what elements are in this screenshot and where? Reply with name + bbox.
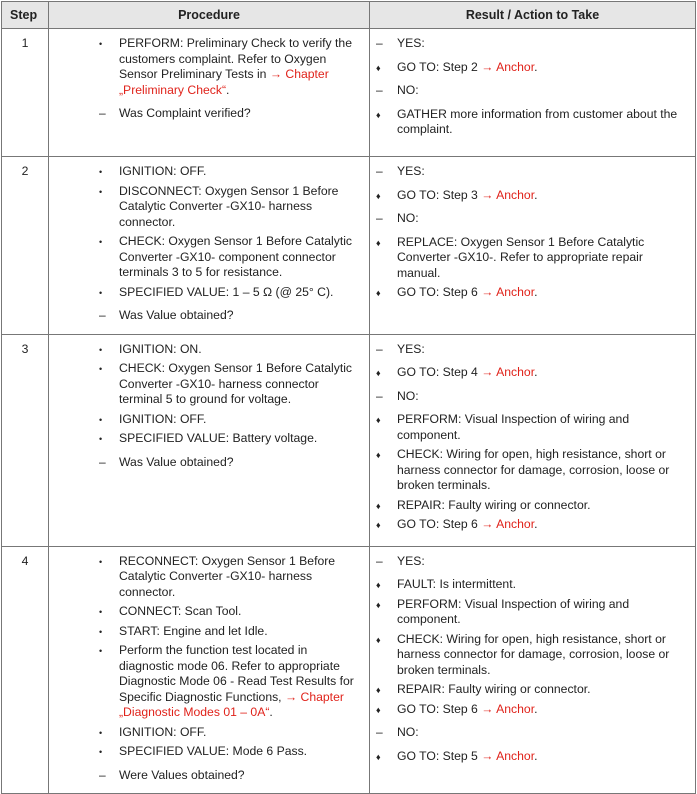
item-text: SPECIFIED VALUE: Mode 6 Pass. [119, 744, 308, 758]
procedure-cell [49, 546, 370, 794]
bullet-icon: • [99, 364, 103, 374]
item-text: PERFORM: Visual Inspection of wiring and component. [397, 596, 630, 626]
result-item [370, 83, 689, 99]
step-number: 3 [2, 334, 49, 546]
header-row [2, 2, 696, 29]
bullet-icon: • [99, 556, 103, 567]
bullet-icon: • [99, 344, 103, 355]
item-text: GO TO: Step 4 [397, 365, 482, 379]
item-text: . [534, 517, 538, 531]
table-row [2, 157, 696, 335]
item-text: YES: [397, 341, 425, 356]
item-text: GO TO: Step 6 [397, 517, 482, 531]
result-item [370, 412, 689, 443]
procedure-item [49, 106, 363, 122]
table-row [2, 546, 696, 794]
bullet-icon: • [99, 39, 103, 49]
result-item [370, 60, 689, 76]
item-text: IGNITION: OFF. [119, 411, 207, 426]
dash-marker: – [376, 553, 383, 568]
item-text: DISCONNECT: Oxygen Sensor 1 Before Catalytic Converter -GX10- harness connector. [119, 183, 339, 229]
bullet-icon: • [99, 186, 103, 197]
item-text: NO: [397, 725, 419, 739]
diamond-bullet-icon: ♦ [376, 685, 381, 695]
header-result: Result / Action to Take [370, 2, 696, 29]
item-text: . [534, 748, 538, 763]
result-list [370, 335, 695, 543]
dash-marker: – [99, 454, 106, 469]
result-item [370, 682, 689, 698]
procedure-item [49, 431, 363, 447]
diamond-bullet-icon: ♦ [376, 500, 381, 511]
bullet-icon: • [99, 414, 103, 425]
procedure-item [49, 361, 363, 408]
dash-marker: – [376, 36, 383, 50]
dash-marker: – [99, 767, 106, 782]
cross-reference-link[interactable]: → Anchor [481, 701, 535, 716]
procedure-item [49, 554, 363, 601]
procedure-list [49, 157, 369, 334]
cross-reference-link[interactable]: → Anchor [481, 517, 535, 531]
bullet-icon: • [99, 167, 103, 177]
item-text: REPAIR: Faulty wiring or connector. [397, 682, 591, 696]
dash-marker: – [376, 341, 383, 356]
result-item [370, 235, 689, 282]
diamond-bullet-icon: ♦ [376, 704, 381, 715]
item-text: GO TO: Step 2 [397, 59, 482, 74]
procedure-cell [49, 157, 370, 335]
item-text: SPECIFIED VALUE: Battery voltage. [119, 431, 318, 445]
result-cell [370, 29, 696, 157]
diamond-bullet-icon: ♦ [376, 634, 381, 645]
diamond-bullet-icon: ♦ [376, 109, 381, 120]
result-item [370, 188, 689, 204]
procedure-item [49, 184, 363, 231]
procedure-item [49, 308, 363, 324]
result-list [370, 157, 695, 311]
diamond-bullet-icon: ♦ [376, 751, 381, 762]
header-step: Step [2, 2, 49, 29]
result-item [370, 725, 689, 741]
bullet-icon: • [99, 747, 103, 757]
bullet-icon: • [99, 237, 103, 247]
step-number: 2 [2, 157, 49, 335]
dash-marker: – [376, 211, 383, 225]
item-text: . [534, 59, 538, 74]
diamond-bullet-icon: ♦ [376, 450, 381, 460]
item-text: Was Value obtained? [119, 454, 234, 469]
table-body [2, 29, 696, 794]
result-item [370, 211, 689, 227]
result-item [370, 285, 689, 301]
procedure-item [49, 285, 363, 301]
item-text: NO: [397, 211, 419, 225]
step-number: 4 [2, 546, 49, 794]
result-item [370, 447, 689, 494]
bullet-icon: • [99, 646, 103, 656]
item-text: . [534, 285, 538, 299]
result-list [370, 547, 695, 775]
item-text: START: Engine and let Idle. [119, 623, 268, 638]
dash-marker: – [376, 388, 383, 403]
item-text: GO TO: Step 6 [397, 285, 482, 299]
procedure-item [49, 768, 363, 784]
procedure-item [49, 36, 363, 98]
item-text: IGNITION: OFF. [119, 164, 207, 178]
bullet-icon: • [99, 287, 103, 298]
result-item [370, 107, 689, 138]
item-text: CHECK: Wiring for open, high resistance, short or harness connector for damage, corrosion, loose or broken terminals. [397, 631, 670, 677]
dash-marker: – [376, 164, 383, 178]
cross-reference-link[interactable]: → Chapter „Diagnostic Modes 01 – 0A“ [119, 689, 344, 719]
item-text: CHECK: Wiring for open, high resistance, short or harness connector for damage, corrosion, loose or broken terminals. [397, 447, 670, 492]
item-text: Perform the function test located in diagnostic mode 06. Refer to appropriate Diagnostic Mode 06 - Read Test Results for Specific Diagnostic Functions, [119, 643, 354, 704]
item-text: SPECIFIED VALUE: 1 – 5 Ω (@ 25° C). [119, 284, 334, 299]
cross-reference-link[interactable]: → Anchor [481, 59, 535, 74]
table-row [2, 29, 696, 157]
result-item [370, 517, 689, 533]
diamond-bullet-icon: ♦ [376, 368, 381, 378]
procedure-item [49, 624, 363, 640]
procedure-list [49, 547, 369, 794]
step-number: 1 [2, 29, 49, 157]
item-text: Were Values obtained? [119, 767, 245, 782]
procedure-item [49, 604, 363, 620]
cross-reference-link[interactable]: → Anchor [481, 285, 535, 299]
cross-reference-link[interactable]: → Anchor [481, 365, 535, 379]
item-text: YES: [397, 36, 425, 50]
diamond-bullet-icon: ♦ [376, 237, 381, 248]
table-row [2, 334, 696, 546]
result-item [370, 498, 689, 514]
result-cell [370, 546, 696, 794]
diamond-bullet-icon: ♦ [376, 580, 381, 590]
item-text: CONNECT: Scan Tool. [119, 604, 242, 618]
item-text: GO TO: Step 6 [397, 701, 482, 716]
result-cell [370, 334, 696, 546]
diamond-bullet-icon: ♦ [376, 415, 381, 425]
procedure-list [49, 335, 369, 481]
result-item [370, 164, 689, 180]
procedure-item [49, 234, 363, 281]
item-text: GO TO: Step 5 [397, 748, 482, 763]
dash-marker: – [99, 308, 106, 322]
item-text: REPAIR: Faulty wiring or connector. [397, 497, 591, 512]
result-item [370, 702, 689, 718]
item-text: Was Value obtained? [119, 308, 234, 322]
dash-marker: – [376, 725, 383, 739]
item-text: . [534, 187, 538, 202]
result-item [370, 554, 689, 570]
dash-marker: – [99, 106, 106, 120]
cross-reference-link[interactable]: → Anchor [481, 187, 535, 202]
item-text: GATHER more information from customer about the complaint. [397, 106, 678, 136]
result-item [370, 36, 689, 52]
item-text: . [226, 82, 230, 97]
procedure-item [49, 455, 363, 471]
cross-reference-link[interactable]: → Anchor [481, 748, 535, 763]
item-text: CHECK: Oxygen Sensor 1 Before Catalytic Converter -GX10- component connector terminals 3 to 5 for resistance. [119, 234, 353, 279]
item-text: Was Complaint verified? [119, 106, 251, 120]
diagnostic-table [1, 1, 696, 794]
dash-marker: – [376, 83, 383, 97]
item-text: YES: [397, 164, 425, 178]
item-text: IGNITION: OFF. [119, 724, 207, 739]
procedure-cell [49, 29, 370, 157]
item-text: YES: [397, 553, 425, 568]
item-text: . [534, 365, 538, 379]
bullet-icon: • [99, 434, 103, 444]
diamond-bullet-icon: ♦ [376, 190, 381, 201]
item-text: FAULT: Is intermittent. [397, 577, 516, 591]
item-text: . [534, 701, 538, 716]
result-item [370, 365, 689, 381]
result-list [370, 29, 695, 148]
bullet-icon: • [99, 607, 103, 617]
item-text: RECONNECT: Oxygen Sensor 1 Before Catalytic Converter -GX10- harness connector. [119, 553, 336, 599]
item-text: IGNITION: ON. [119, 341, 202, 356]
cross-reference-link[interactable]: → Chapter „Preliminary Check“ [119, 67, 329, 97]
item-text: GO TO: Step 3 [397, 187, 482, 202]
result-cell [370, 157, 696, 335]
procedure-item [49, 725, 363, 741]
item-text: PERFORM: Visual Inspection of wiring and component. [397, 412, 630, 442]
result-item [370, 577, 689, 593]
diamond-bullet-icon: ♦ [376, 599, 381, 610]
diamond-bullet-icon: ♦ [376, 288, 381, 298]
item-text: NO: [397, 388, 419, 403]
result-item [370, 342, 689, 358]
procedure-item [49, 744, 363, 760]
procedure-item [49, 412, 363, 428]
item-text: . [269, 705, 273, 719]
result-item [370, 389, 689, 405]
bullet-icon: • [99, 727, 103, 738]
diamond-bullet-icon: ♦ [376, 62, 381, 73]
diamond-bullet-icon: ♦ [376, 520, 381, 530]
item-text: PERFORM: Preliminary Check to verify the customers complaint. Refer to Oxygen Sensor Preliminary Tests in [119, 36, 352, 81]
bullet-icon: • [99, 626, 103, 637]
result-item [370, 632, 689, 679]
result-item [370, 597, 689, 628]
header-procedure: Procedure [49, 2, 370, 29]
procedure-item [49, 164, 363, 180]
item-text: REPLACE: Oxygen Sensor 1 Before Catalytic Converter -GX10-. Refer to appropriate repair manual. [397, 234, 645, 280]
procedure-item [49, 643, 363, 721]
item-text: NO: [397, 83, 419, 97]
procedure-cell [49, 334, 370, 546]
procedure-item [49, 342, 363, 358]
item-text: CHECK: Oxygen Sensor 1 Before Catalytic Converter -GX10- harness connector terminal 5 to ground for voltage. [119, 361, 353, 406]
procedure-list [49, 29, 369, 132]
